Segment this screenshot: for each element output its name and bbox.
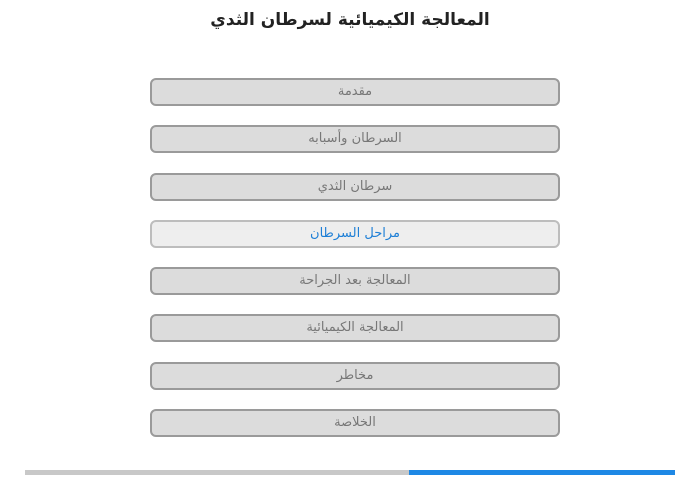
page-title: المعالجة الكيميائية لسرطان الثدي [210, 10, 490, 30]
menu-item-introduction[interactable]: مقدمة [150, 78, 560, 106]
progress-bar-fill [409, 470, 676, 475]
chapter-menu [150, 78, 560, 456]
menu-item-breast-cancer[interactable]: سرطان الثدي [150, 173, 560, 201]
progress-bar [25, 470, 675, 475]
menu-item-cancer-causes[interactable]: السرطان وأسبابه [150, 125, 560, 153]
menu-item-cancer-stages[interactable]: مراحل السرطان [150, 220, 560, 248]
menu-item-post-surgery-treatment[interactable]: المعالجة بعد الجراحة [150, 267, 560, 295]
menu-item-risks[interactable]: مخاطر [150, 362, 560, 390]
menu-item-chemotherapy[interactable]: المعالجة الكيميائية [150, 314, 560, 342]
menu-item-conclusion[interactable]: الخلاصة [150, 409, 560, 437]
